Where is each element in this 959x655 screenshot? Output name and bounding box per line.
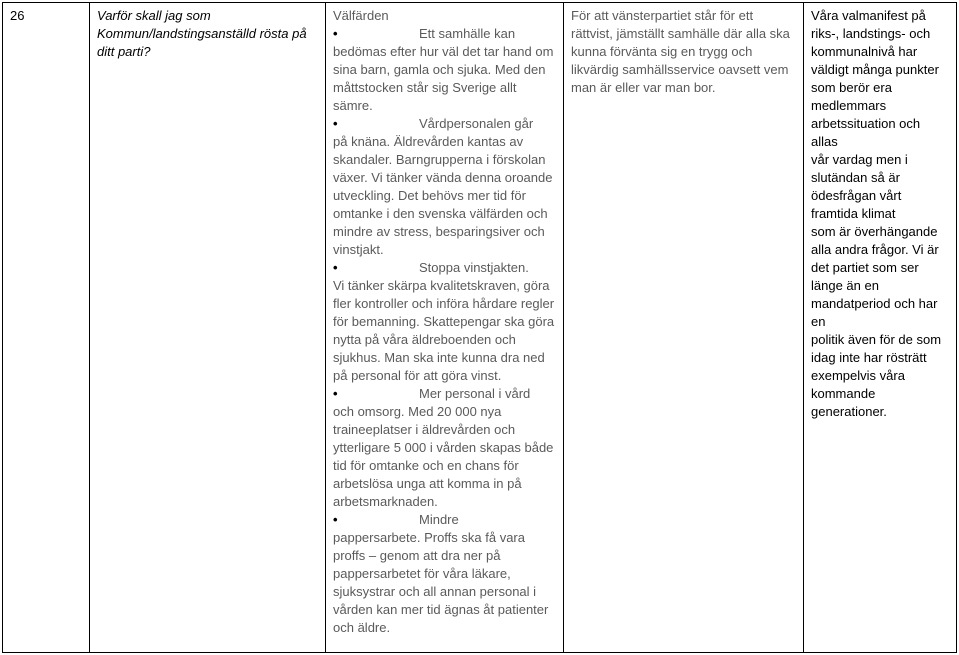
manifest-line: mandatperiod och har <box>811 296 938 311</box>
manifest-line: alla andra frågor. Vi är <box>811 242 939 257</box>
manifest-line: kommunalnivå har <box>811 44 918 59</box>
manifest-line: idag inte har rösträtt <box>811 350 927 365</box>
row-number: 26 <box>10 8 25 23</box>
manifest-line: riks-, landstings- och <box>811 26 931 41</box>
welfare-text-3: Vi tänker skärpa kvalitetskraven, göra fler kontroller och införa hårdare regler för bemanning. Skattepengar ska göra nytta på våra äldreboenden och sjukhus. Man ska inte kunna dra ned på personal för att göra vinst. <box>333 278 555 383</box>
welfare-heading: Välfärden <box>333 8 389 23</box>
manifest-line: generationer. <box>811 404 887 419</box>
welfare-bullet-1 <box>333 25 556 43</box>
manifest-line: som berör era <box>811 80 892 95</box>
manifest-line: framtida klimat <box>811 206 896 221</box>
bullet-text: Vårdpersonalen går <box>419 116 534 131</box>
welfare-text-2: på knäna. Äldrevården kantas av skandaler. Barngrupperna i förskolan växer. Vi tänker vända denna oroande utveckling. Det behövs mer tid för omtanke i den svenska välfärden och mindre av stress, besparingsiver och vinstjakt. <box>333 134 553 257</box>
manifest-line: arbetssituation och allas <box>811 116 921 149</box>
manifest-line: som är överhängande <box>811 224 938 239</box>
welfare-answer-cell <box>326 3 564 653</box>
question-cell <box>90 3 326 653</box>
survey-answer-table <box>2 2 957 653</box>
manifest-line: det partiet som ser <box>811 260 919 275</box>
welfare-bullet-2 <box>333 115 556 133</box>
manifest-line: en <box>811 314 826 329</box>
bullet-icon: • <box>333 512 338 527</box>
bullet-icon: • <box>333 116 338 131</box>
table-row <box>3 3 957 653</box>
manifest-line: vår vardag men i <box>811 152 908 167</box>
welfare-bullet-3 <box>333 259 556 277</box>
manifest-line: Våra valmanifest på <box>811 8 926 23</box>
equality-answer-cell <box>564 3 804 653</box>
welfare-text-1: bedömas efter hur väl det tar hand om sina barn, gamla och sjuka. Med den måttstocken står sig Sverige allt sämre. <box>333 44 554 113</box>
bullet-icon: • <box>333 260 338 275</box>
bullet-text: Mer personal i vård <box>419 386 531 401</box>
welfare-text-5: pappersarbete. Proffs ska få vara proffs – genom att dra ner på pappersarbetet för våra läkare, sjuksystrar och all annan personal i vården kan mer tid ägnas åt patienter och äldre. <box>333 530 549 635</box>
manifest-line: politik även för de som <box>811 332 942 347</box>
manifest-line: medlemmars <box>811 98 887 113</box>
welfare-bullet-5 <box>333 511 556 529</box>
manifest-line: länge än en <box>811 278 879 293</box>
bullet-icon: • <box>333 386 338 401</box>
row-number-cell <box>3 3 90 653</box>
welfare-bullet-4 <box>333 385 556 403</box>
manifest-line: exempelvis våra <box>811 368 905 383</box>
bullet-text: Ett samhälle kan <box>419 26 516 41</box>
manifest-line: kommande <box>811 386 876 401</box>
manifest-line: slutändan så är <box>811 170 900 185</box>
equality-text: För att vänsterpartiet står för ett rättvist, jämställt samhälle där alla ska kunna förvänta sig en trygg och likvärdig samhällsservice oavsett vem man är eller var man bor. <box>571 8 790 95</box>
manifest-line: väldigt många punkter <box>811 62 939 77</box>
manifest-answer-cell <box>804 3 957 653</box>
welfare-text-4: och omsorg. Med 20 000 nya traineeplatser i äldrevården och ytterligare 5 000 i vården skapas både tid för omtanke och en chans för arbetslösa unga att komma in på arbetsmarknaden. <box>333 404 554 509</box>
bullet-text: Mindre <box>419 512 459 527</box>
manifest-line: ödesfrågan vårt <box>811 188 902 203</box>
bullet-text: Stoppa vinstjakten. <box>419 260 529 275</box>
question-text: Varför skall jag som Kommun/landstingsanställd rösta på ditt parti? <box>97 8 307 59</box>
bullet-icon: • <box>333 26 338 41</box>
